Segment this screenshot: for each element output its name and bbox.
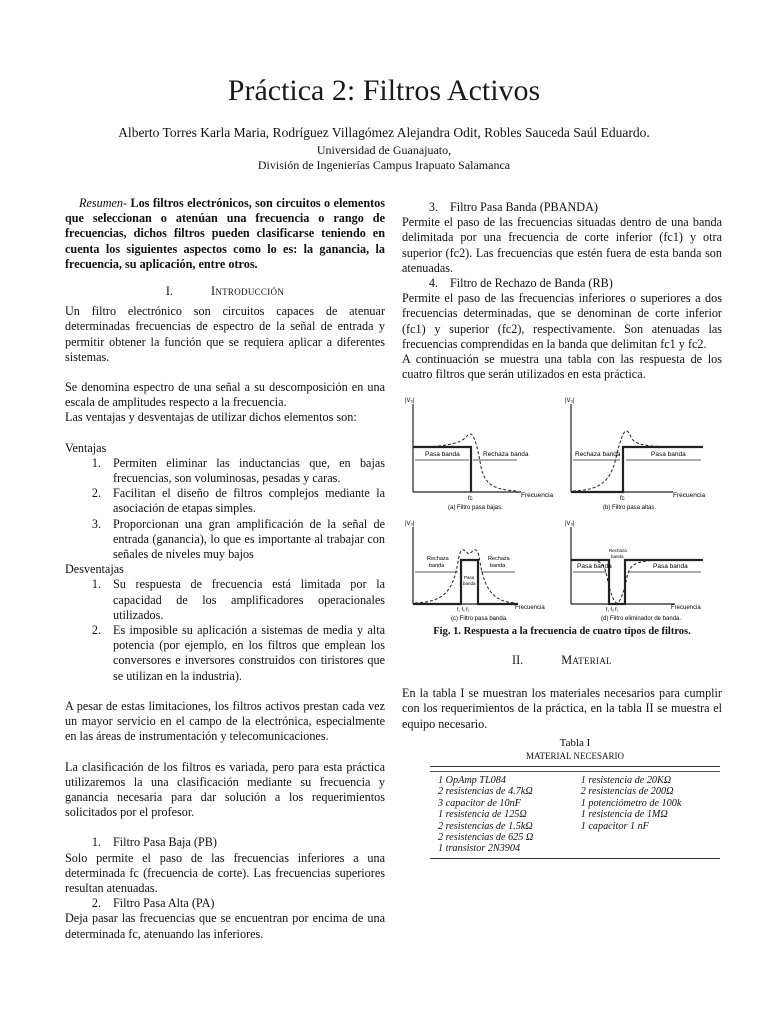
paragraph: A continuación se muestra una tabla con las respuesta de los cuatro filtros que serán utilizados en esta práctica. (402, 352, 722, 382)
table-row (430, 809, 720, 820)
table-cell-left: 2 resistencias de 1.5kΩ (438, 820, 533, 832)
paragraph: Deja pasar las frecuencias que se encuentran por encima de una determinada fc, atenuando las inferiores. (65, 911, 385, 941)
paragraph: Las ventajas y desventajas de utilizar dichos elementos son: (65, 410, 357, 425)
filter-heading-pasa-alta (65, 896, 385, 911)
affiliation-division: División de Ingenierías Campus Irapuato Salamanca (257, 158, 511, 172)
table-cell-right: 2 resistencias de 200Ω (580, 786, 674, 798)
section-title: Material (561, 653, 612, 667)
list-item: 1. Su respuesta de frecuencia está limitada por la capacidad de los amplificadores operacionales utilizados. (91, 577, 385, 622)
table-cell-left: 2 resistencias de 625 Ω (438, 832, 534, 844)
real-response (573, 431, 703, 491)
list-item: 3. Proporcionan una gran amplificación de la señal de entrada (ganancia), lo que es importante al trabajar con señales de niveles muy bajos (91, 516, 385, 562)
label-f-values: f₁ fₒ f₂ (457, 607, 470, 613)
list-item-text: Su respuesta de frecuencia está limitada por la capacidad de los amplificadores operacionales utilizados. (113, 577, 385, 622)
table-cell-left: 1 transistor 2N3904 (438, 843, 521, 855)
paragraph: Un filtro electrónico son circuitos capaces de atenuar determinadas frecuencias de espectro de la señal de entrada y permitir obtener la función que se requiera aplicar a diferentes sistemas. (65, 304, 385, 364)
list-item: 2. Facilitan el diseño de filtros complejos mediante la asociación de etapas simples. (91, 486, 385, 516)
subcaption-d: (d) Filtro eliminador de banda. (601, 616, 682, 622)
filter-heading-rechazo-banda (402, 276, 722, 291)
material-table-body (430, 775, 720, 855)
section-number: I. (165, 284, 173, 299)
right-column-top (402, 200, 722, 382)
subcaption-b: (b) Filtro pasa altas. (603, 505, 657, 511)
desventajas-list (65, 577, 385, 683)
axis-label-y: |V₀| (405, 521, 415, 527)
abstract-text: Los filtros electrónicos, son circuitos o elementos que seleccionan o atenúan una frecuencia o rango de frecuencias, dichos filtros pueden clasificarse teniendo en cuenta los siguientes aspectos como lo es: la ganancia, la frecuencia, su aplicación, entre otros. (65, 196, 385, 271)
label-f-values: f₁ fₒ f₂ (606, 607, 619, 613)
filter-number: 3. (428, 200, 438, 214)
filter-number: 4. (428, 276, 438, 291)
figure-svg (403, 392, 721, 624)
list-item: 2. Es imposible su aplicación a sistemas de media y alta potencia (por ejemplo, en los filtros que emplean los conversores e inversores construidos con tiristores que se utilizan en la industria). (91, 623, 385, 683)
axis-label-x: Frecuencia (515, 605, 545, 611)
paper-title: Práctica 2: Filtros Activos (227, 74, 541, 107)
desventajas-label: Desventajas (65, 562, 124, 577)
figure-caption: Fig. 1. Respuesta a la frecuencia de cuatro tipos de filtros. (433, 626, 691, 637)
paragraph: Se denomina espectro de una señal a su descomposición en una escala de amplitudes respecto a la frecuencia. (65, 380, 385, 410)
label-rechaza-banda: Rechaza banda (483, 451, 529, 458)
label-rechaza: Rechaza (427, 556, 449, 562)
label-fc: fc (468, 496, 473, 502)
filter-response-figure (403, 392, 721, 632)
table-cell-left: 1 resistencia de 125Ω (438, 809, 527, 821)
table-caption: Tabla I (559, 737, 591, 749)
list-item-text: Facilitan el diseño de filtros complejos mediante la asociación de etapas simples. (113, 486, 385, 516)
real-response (413, 434, 518, 491)
subfigure-high-pass (571, 404, 703, 492)
filter-number: 1. (91, 835, 101, 850)
axis-label-x: Frecuencia (673, 492, 706, 499)
label-pasa-banda: Pasa banda (425, 451, 460, 458)
label-banda: banda (611, 554, 624, 559)
filter-heading-pasa-banda (402, 200, 722, 215)
authors: Alberto Torres Karla Maria, Rodríguez Villagómez Alejandra Odit, Robles Sauceda Saúl Eduardo. (118, 125, 650, 140)
table-cell-left: 1 OpAmp TL084 (438, 775, 506, 786)
section-title: Introducción (210, 284, 285, 299)
label-pasa: Pasa (464, 575, 475, 580)
table-cell-right (569, 832, 720, 843)
axis-label-y: |V₀| (565, 398, 575, 404)
table-cell-right: 1 potenciómetro de 100k (580, 797, 682, 809)
left-column (65, 196, 385, 942)
axis-label-y: |V₀| (405, 398, 415, 404)
list-item-text: Permiten eliminar las inductancias que, en bajas frecuencias, son voluminosas, pesadas y caras. (113, 455, 385, 486)
paragraph: A pesar de estas limitaciones, los filtros activos prestan cada vez un mayor servicio en el campo de la electrónica, especialmente en las áreas de instrumentación y telecomunicaciones. (65, 698, 385, 744)
filter-heading-pasa-baja (65, 835, 385, 850)
table-row (430, 843, 720, 854)
paragraph: Solo permite el paso de las frecuencias inferiores a una determinada fc (frecuencia de corte). Las frecuencias superiores resultan atenuadas. (65, 850, 385, 895)
material-table (430, 766, 720, 859)
table-row (430, 821, 720, 832)
axis-label-y: |V₀| (565, 521, 575, 527)
table-cell-right: 1 resistencia de 1MΩ (580, 809, 668, 821)
paragraph: Permite el paso de las frecuencias inferiores o superiores a dos frecuencias determinadas, que se denominan de corte inferior (fc1) y superior (fc2), respectivamente. Son atenuadas las frecuencias comprendidas en la banda que delimitan fc1 y fc2. (402, 291, 722, 351)
affiliation-university: Universidad de Guanajuato, (316, 143, 452, 157)
label-banda: banda (463, 581, 476, 586)
list-item: 1. Permiten eliminar las inductancias que, en bajas frecuencias, son voluminosas, pesadas y caras. (91, 455, 385, 486)
section-number: II. (512, 653, 524, 667)
paragraph: La clasificación de los filtros es variada, pero para esta práctica utilizaremos la una clasificación mediante su frecuencia y ganancia necesaria para dar solución a los requerimientos solicitados por el profesor. (65, 759, 385, 820)
label-rechaza-banda: Rechaza banda (575, 451, 621, 458)
label-banda: banda (490, 563, 506, 569)
list-item-text: Es imposible su aplicación a sistemas de media y alta potencia (por ejemplo, en los filtros que emplean los conversores e inversores construidos con tiristores que se utilizan en la industria). (113, 623, 385, 683)
ventajas-list (65, 456, 385, 562)
filter-title: Filtro Pasa Baja (PB) (113, 835, 217, 850)
abstract (65, 196, 385, 272)
section-heading-material (402, 653, 722, 668)
subcaption-c: (c) Filtro pasa banda. (451, 616, 508, 622)
section-heading-introduccion (65, 284, 385, 299)
right-column-bottom (402, 653, 722, 732)
filter-title: Filtro de Rechazo de Banda (RB) (450, 276, 613, 291)
list-item-text: Proporcionan una gran amplificación de la señal de entrada (ganancia), lo que es importante al trabajar con señales de niveles muy bajos (113, 516, 385, 562)
table-row (430, 775, 720, 786)
filter-title: Filtro Pasa Alta (PA) (113, 896, 215, 911)
label-pasa-banda: Pasa banda (577, 563, 612, 570)
label-fc: fc (620, 496, 625, 502)
table-cell-left: 3 capacitor de 10nF (438, 797, 521, 809)
abstract-label: Resumen- (79, 196, 128, 210)
label-rechaza: Rechaza (609, 548, 627, 553)
table-cell-right (569, 843, 720, 854)
table-row (430, 832, 720, 843)
subcaption-a: (a) Filtro pasa bajas. (448, 505, 503, 511)
label-pasa-banda: Pasa banda (651, 451, 686, 458)
table-row (430, 798, 720, 809)
filter-title: Filtro Pasa Banda (PBANDA) (450, 200, 598, 214)
table-cell-right: 1 capacitor 1 nF (580, 820, 649, 832)
axis-label-x: Frecuencia (671, 605, 701, 611)
table-row (430, 786, 720, 797)
ventajas-label: Ventajas (65, 440, 107, 455)
table-title: MATERIAL NECESARIO (526, 751, 624, 761)
label-rechaza: Rechaza (488, 556, 510, 562)
paragraph: En la tabla I se muestran los materiales necesarios para cumplir con los requerimientos de la práctica, en la tabla II se muestra el equipo necesario. (402, 686, 722, 731)
table-rule-bottom (430, 858, 720, 859)
paragraph: Permite el paso de las frecuencias situadas dentro de una banda delimitada por una frecuencia de corte inferior (fc1) y otra superior (fc2). Las frecuencias que estén fuera de esta banda son atenuadas. (402, 215, 722, 275)
label-pasa-banda: Pasa banda (653, 563, 688, 570)
axis-label-x: Frecuencia (521, 492, 554, 499)
label-banda: banda (429, 563, 445, 569)
table-cell-left: 2 resistencias de 4.7kΩ (438, 786, 533, 798)
filter-number: 2. (91, 896, 101, 911)
subfigure-low-pass (413, 404, 521, 492)
table-cell-right: 1 resistencia de 20KΩ (580, 775, 672, 786)
